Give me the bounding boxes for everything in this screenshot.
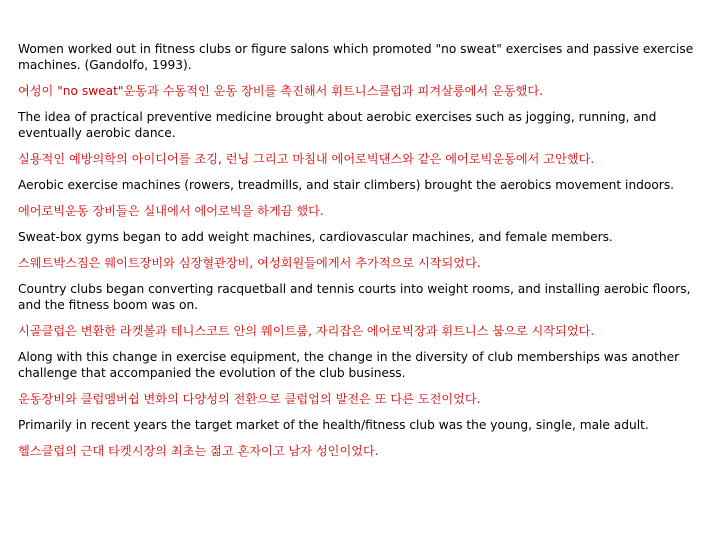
paragraph-korean-7: 헬스클럽의 근대 타켓시장의 최초는 젊고 혼자이고 남자 성인이었다. [18,444,379,458]
paragraph-korean-5: 시골클럽은 변환한 라켓볼과 테니스코트 안의 웨이트룸, 자리잡은 에어로빅장과 휘트니스 붐으로 시작되었다. [18,324,595,338]
paragraph-english-6: Along with this change in exercise equipment, the change in the diversity of club memberships was another challenge that accompanied the evolution of the club business. [18,350,680,380]
document-body [18,41,708,469]
paragraph-english-5: Country clubs began converting racquetball and tennis courts into weight rooms, and installing aerobic floors, and the fitness boom was on. [18,282,691,312]
paragraph-korean-1: 여성이 "no sweat"운동과 수동적인 운동 장비를 촉진해서 휘트니스클럽과 피겨살롱에서 운동했다. [18,84,544,98]
paragraph-korean-4: 스웨트박스짐은 웨이트장비와 심장혈관장비, 여성회원들에게서 추가적으로 시작되었다. [18,256,481,270]
paragraph-english-7: Primarily in recent years the target market of the health/fitness club was the young, single, male adult. [18,418,649,432]
paragraph-korean-2: 실용적인 예방의학의 아이디어를 조깅, 런닝 그리고 마침내 에어로빅댄스와 같은 에어로빅운동에서 고안했다. [18,152,595,166]
paragraph-korean-6: 운동장비와 클럽멤버쉽 변화의 다양성의 전환으로 클럽업의 발전은 또 다른 도전이었다. [18,392,481,406]
paragraph-korean-3: 에어로빅운동 장비들은 실내에서 에어로빅을 하게끔 했다. [18,204,324,218]
paragraph-english-2: The idea of practical preventive medicine brought about aerobic exercises such as jogging, running, and eventually aerobic dance. [18,110,657,140]
paragraph-english-4: Sweat-box gyms began to add weight machines, cardiovascular machines, and female members. [18,230,613,244]
paragraph-english-3: Aerobic exercise machines (rowers, treadmills, and stair climbers) brought the aerobics movement indoors. [18,178,675,192]
paragraph-english-1: Women worked out in fitness clubs or figure salons which promoted "no sweat" exercises and passive exercise machines. (Gandolfo, 1993). [18,42,694,72]
